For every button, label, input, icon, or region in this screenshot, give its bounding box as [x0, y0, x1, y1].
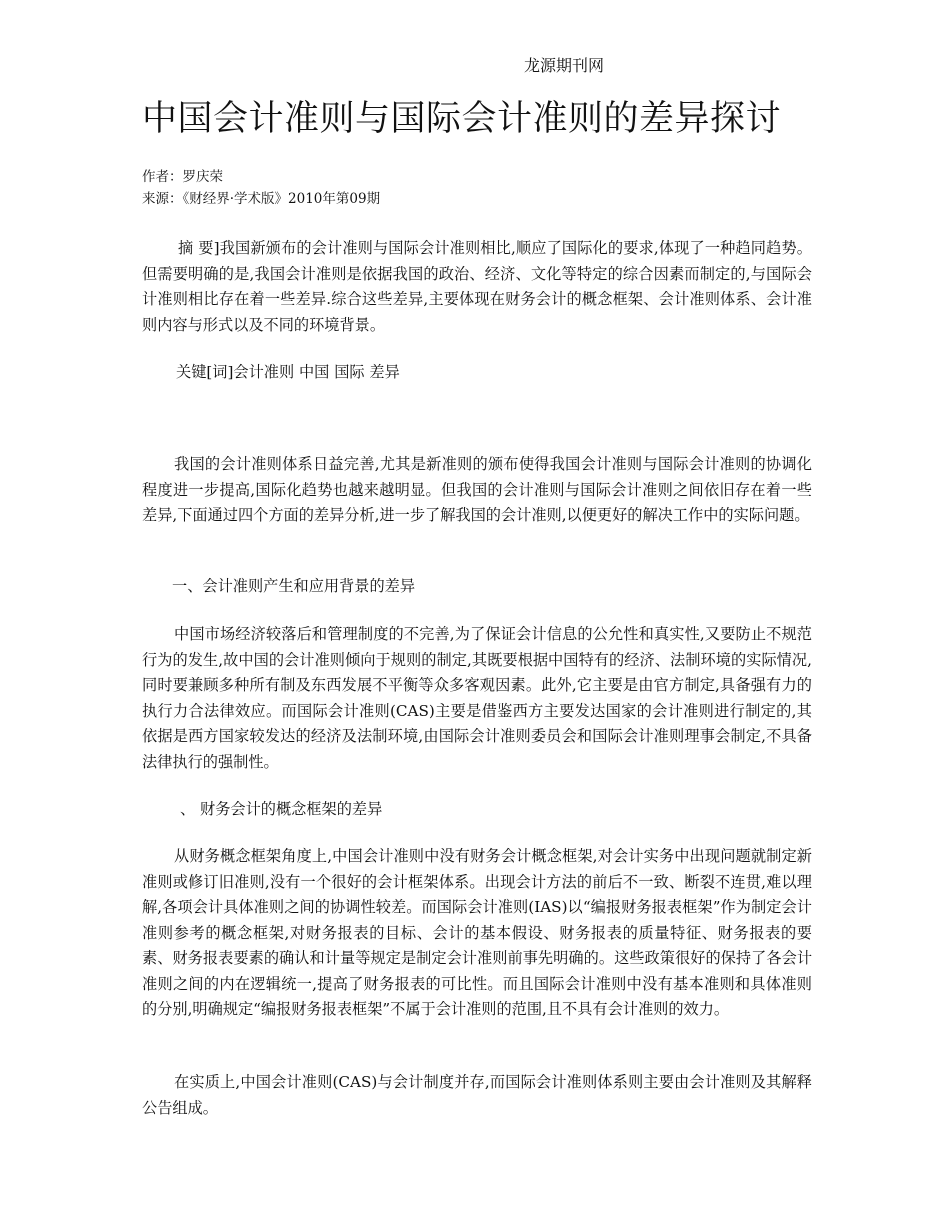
author-line: 作者：罗庆荣	[142, 169, 223, 185]
closing-paragraph: 在实质上,中国会计准则(CAS)与会计制度并存,而国际会计准则体系则主要由会计准则及其解释公告组成。	[142, 1073, 812, 1117]
intro-paragraph: 我国的会计准则体系日益完善,尤其是新准则的颁布使得我国会计准则与国际会计准则的协调化程度进一步提高,国际化趋势也越来越明显。但我国的会计准则与国际会计准则之间依旧存在着一些差异,下面通过四个方面的差异分析,进一步了解我国的会计准则,以便更好的解决工作中的实际问题。	[142, 455, 812, 524]
section-2-paragraph: 从财务概念框架角度上,中国会计准则中没有财务会计概念框架,对会计实务中出现问题就制定新准则或修订旧准则,没有一个很好的会计框架体系。出现会计方法的前后不一致、断裂不连贯,难以理解,各项会计具体准则之间的协调性较差。而国际会计准则(IAS)以“编报财务报表框架”作为制定会计准则参考的概念框架,对财务报表的目标、会计的基本假设、财务报表的质量特征、财务报表的要素、财务报表要素的确认和计量等规定是制定会计准则前事先明确的。这些政策很好的保持了各会计准则之间的内在逻辑统一,提高了财务报表的可比性。而且国际会计准则中没有基本准则和具体准则的分别,明确规定“编报财务报表框架”不属于会计准则的范围,且不具有会计准则的效力。	[142, 847, 812, 1018]
abstract-paragraph: 摘 要]我国新颁布的会计准则与国际会计准则相比,顺应了国际化的要求,体现了一种趋同趋势。但需要明确的是,我国会计准则是依据我国的政治、经济、文化等特定的综合因素而制定的,与国际会计准则相比存在着一些差异.综合这些差异,主要体现在财务会计的概念框架、会计准则体系、会计准则内容与形式以及不同的环境背景。	[142, 239, 812, 334]
article-title: 中国会计准则与国际会计准则的差异探讨	[142, 99, 782, 139]
section-1-paragraph: 中国市场经济较落后和管理制度的不完善,为了保证会计信息的公允性和真实性,又要防止不规范行为的发生,故中国的会计准则倾向于规则的制定,其既要根据中国特有的经济、法制环境的实际情况,同时要兼顾多种所有制及东西发展不平衡等众多客观因素。此外,它主要是由官方制定,具备强有力的执行力合法律效应。而国际会计准则(CAS)主要是借鉴西方主要发达国家的会计准则进行制定的,其依据是西方国家较发达的经济及法制环境,由国际会计准则委员会和国际会计准则理事会制定,不具备法律执行的强制性。	[142, 625, 812, 771]
source-line: 来源：《财经界·学术版》2010年第09期	[142, 191, 381, 207]
keywords-line: 关键[词]会计准则 中国 国际 差异	[176, 363, 400, 381]
section-2-heading: 、 财务会计的概念框架的差异	[180, 800, 383, 818]
article-meta	[142, 166, 380, 210]
site-name: 龙源期刊网	[524, 56, 605, 75]
section-1-heading: 一、会计准则产生和应用背景的差异	[172, 577, 415, 595]
